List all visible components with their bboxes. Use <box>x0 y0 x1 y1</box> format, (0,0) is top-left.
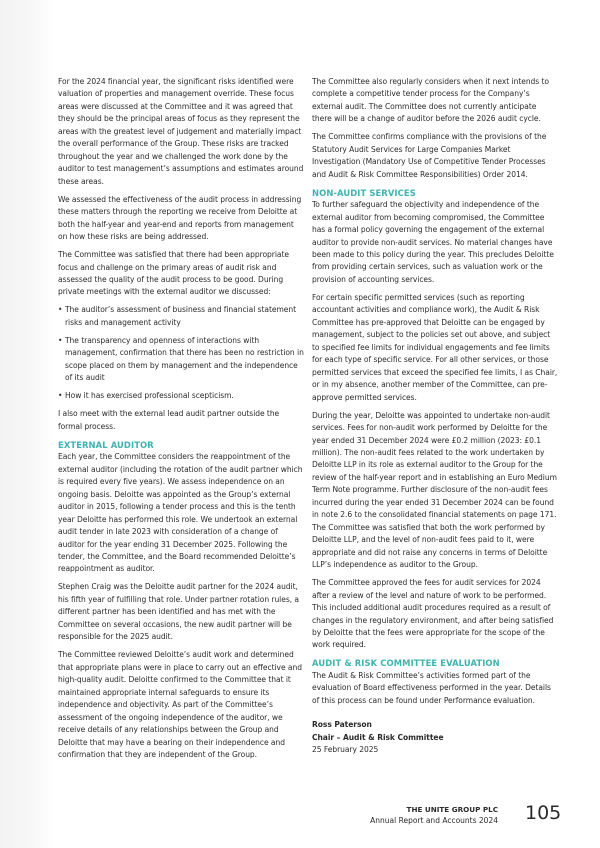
page-number: 105 <box>525 802 562 824</box>
page-gutter-shadow <box>0 0 55 848</box>
right-column <box>312 76 558 757</box>
signatory-name: Ross Paterson <box>312 720 372 730</box>
discussion-bullet-list <box>58 304 304 402</box>
paragraph-audit-effectiveness: We assessed the effectiveness of the audit process in addressing these matters through the reporting we receive from Deloitte at both the half-year and year-end and reports from management on how these risks are being addressed. <box>58 194 302 242</box>
paragraph-deloitte-review: The Committee reviewed Deloitte’s audit work and determined that appropriate plans were in place to carry out an effective and high-quality audit. Deloitte confirmed to the Committee that it maintained appropriate internal safeguards to ensure its independence and objectivity. As part of the Committee’s assessment of the ongoing independence of the auditor, we receive details of any relationships between the Group and Deloitte that may have a bearing on their independence and confirmation that they are independent of the Group. <box>58 650 302 759</box>
paragraph-compliance: The Committee confirms compliance with the provisions of the Statutory Audit Services for Large Companies Market Investigation (Mandatory Use of Competitive Tender Processes and Audit & Risk Committee Responsibilities) Order 2014. <box>312 132 547 179</box>
bullet-item: • The transparency and openness of interactions with management, confirmation that there has been no restriction in scope placed on them by management and the independence of its audit <box>58 335 304 385</box>
paragraph-non-audit-fees: During the year, Deloitte was appointed to undertake non-audit services. Fees for non-audit work performed by Deloitte for the year ended 31 December 2024 were £0.2 million (2023: £0.1 million). The non-audit fees related to the work undertaken by Deloitte LLP in its role as external auditor to the Group for the review of the half-year report and in establishing an Euro Medium Term Note programme. Further disclosure of the non-audit fees incurred during the year ended 31 December 2024 can be found in note 2.6 to the consolidated financial statements on page 171. The Committee was satisfied that both the work performed by Deloitte LLP, and the level of non-audit fees paid to it, were appropriate and did not raise any concerns in terms of Deloitte LLP’s independence as auditor to the Group. <box>312 410 557 570</box>
paragraph-safeguard-policy: To further safeguard the objectivity and independence of the external auditor from becoming compromised, the Committee has a formal policy governing the engagement of the external auditor to provide non-audit services. No material changes have been made to this policy during the year. This precludes Deloitte from providing certain services, such as valuation work or the provision of accounting services. <box>312 200 554 284</box>
signature-date: 25 February 2025 <box>312 745 379 755</box>
signature-block <box>312 719 558 756</box>
heading-committee-evaluation: AUDIT & RISK COMMITTEE EVALUATION <box>312 658 500 669</box>
paragraph-tender-process: The Committee also regularly considers when it next intends to complete a competitive tender process for the Company’s external audit. The Committee does not currently anticipate there will be a change of auditor before the 2026 audit cycle. <box>312 77 549 124</box>
paragraph-committee-satisfied: The Committee was satisfied that there had been appropriate focus and challenge on the primary areas of audit risk and assessed the quality of the audit process to be good. During private meetings with the external auditor we discussed: <box>58 250 289 297</box>
bullet-item: • The auditor’s assessment of business and financial statement risks and management activity <box>58 304 304 329</box>
footer-report-title: Annual Report and Accounts 2024 <box>370 816 498 825</box>
paragraph-reappointment: Each year, the Committee considers the reappointment of the external auditor (including the rotation of the audit partner which is required every five years). We assess independence on an ongoing basis. Deloitte was appointed as the Group’s external auditor in 2015, following a tender process and this is the tenth year Deloitte has performed this role. We undertook an external audit tender in late 2023 with consideration of a change of auditor for the year ending 31 December 2025. Following the tender, the Committee, and the Board recommended Deloitte’s reappointment as auditor. <box>58 452 303 574</box>
page-footer <box>370 804 498 826</box>
signatory-title: Chair – Audit & Risk Committee <box>312 732 444 742</box>
left-column <box>58 76 304 767</box>
paragraph-permitted-services: For certain specific permitted services (such as reporting accountant activities and compliance work), the Audit & Risk Committee has pre-approved that Deloitte can be engaged by management, subject to the policies set out above, and subject to specified fee limits for individual engagements and fee limits for each type of specific service. For all other services, or those permitted services that exceed the specified fee limits, I as Chair, or in my absence, another member of the Committee, can pre-approve permitted services. <box>312 292 558 402</box>
bullet-item: • How it has exercised professional scepticism. <box>58 390 304 402</box>
paragraph-lead-partner-meeting: I also meet with the external lead audit partner outside the formal process. <box>58 409 280 431</box>
paragraph-audit-partner: Stephen Craig was the Deloitte audit partner for the 2024 audit, his fifth year of fulfilling that role. Under partner rotation rules, a different partner has been identified and has met with the Committee on several occasions, the new audit partner will be responsible for the 2025 audit. <box>58 582 299 642</box>
paragraph-audit-fees-approval: The Committee approved the fees for audit services for 2024 after a review of the level and nature of work to be performed. This included additional audit procedures required as a result of changes in the regulatory environment, and after being satisfied by Deloitte that the fees were appropriate for the scope of the work required. <box>312 578 554 650</box>
paragraph-evaluation: The Audit & Risk Committee’s activities formed part of the evaluation of Board effectiveness performed in the year. Details of this process can be found under Performance evaluation. <box>312 670 551 705</box>
paragraph-significant-risks: For the 2024 financial year, the significant risks identified were valuation of properties and management override. These focus areas were discussed at the Committee and it was agreed that they should be the principal areas of focus as they represent the areas with the greatest level of judgement and materially impact the overall performance of the Group. These risks are tracked throughout the year and we challenged the work done by the auditor to test management’s assumptions and estimates around these areas. <box>58 77 304 186</box>
footer-company-name: THE UNITE GROUP PLC <box>406 805 498 814</box>
heading-non-audit-services: NON-AUDIT SERVICES <box>312 187 416 198</box>
heading-external-auditor: EXTERNAL AUDITOR <box>58 439 154 450</box>
